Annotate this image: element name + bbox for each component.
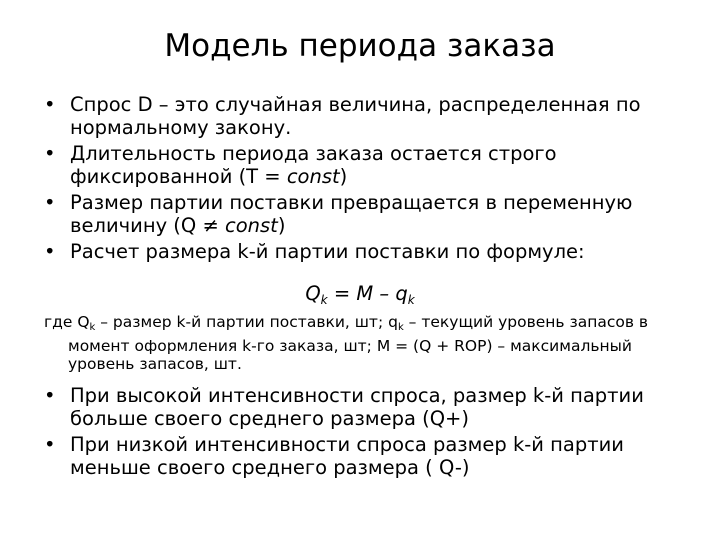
- note-part-3: – текущий уровень запасов в момент оформления k-го заказа, шт; M = (Q + ROP) – максимальный уровень запасов, шт.: [68, 313, 649, 373]
- note-subscript-1: k: [89, 322, 96, 333]
- bullet-item: [44, 433, 684, 479]
- bullet-dot: •: [44, 191, 56, 214]
- bullet-text: Спрос D – это случайная величина, распределенная по нормальному закону.: [70, 93, 641, 139]
- note-part-2: – размер k-й партии поставки, шт; q: [95, 313, 398, 331]
- bullet-list-top: [44, 93, 684, 266]
- bullet-dot: •: [44, 240, 56, 263]
- bullet-text: Расчет размера k-й партии поставки по формуле:: [70, 240, 585, 263]
- note-subscript-2: k: [397, 322, 404, 333]
- formula-rhs-subscript: k: [407, 293, 415, 307]
- bullet-dot: •: [44, 384, 56, 407]
- slide-title: Модель периода заказа: [164, 28, 556, 64]
- bullet-item: [44, 384, 684, 430]
- bullet-dot: •: [44, 433, 56, 456]
- bullet-item: [44, 191, 684, 237]
- bullet-list-bottom: [44, 384, 684, 482]
- bullet-text: Длительность периода заказа остается строго фиксированной (T = const): [70, 142, 557, 188]
- bullet-item: [44, 240, 684, 263]
- bullet-text: При низкой интенсивности спроса размер k-й партии меньше своего среднего размера ( Q-): [70, 433, 624, 479]
- bullet-dot: •: [44, 93, 56, 116]
- bullet-text: При высокой интенсивности спроса, размер k-й партии больше своего среднего размера (Q+): [70, 384, 644, 430]
- formula-lhs: Q: [305, 282, 321, 305]
- bullet-text: Размер партии поставки превращается в переменную величину (Q ≠ const): [70, 191, 633, 237]
- bullet-dot: •: [44, 142, 56, 165]
- bullet-item: [44, 93, 684, 139]
- formula-lhs-subscript: k: [320, 293, 328, 307]
- bullet-item: [44, 142, 684, 188]
- note-part-1: где Q: [44, 313, 90, 331]
- formula-middle: = M – q: [327, 282, 408, 305]
- formula-explanation: [44, 313, 698, 373]
- formula: [0, 282, 720, 312]
